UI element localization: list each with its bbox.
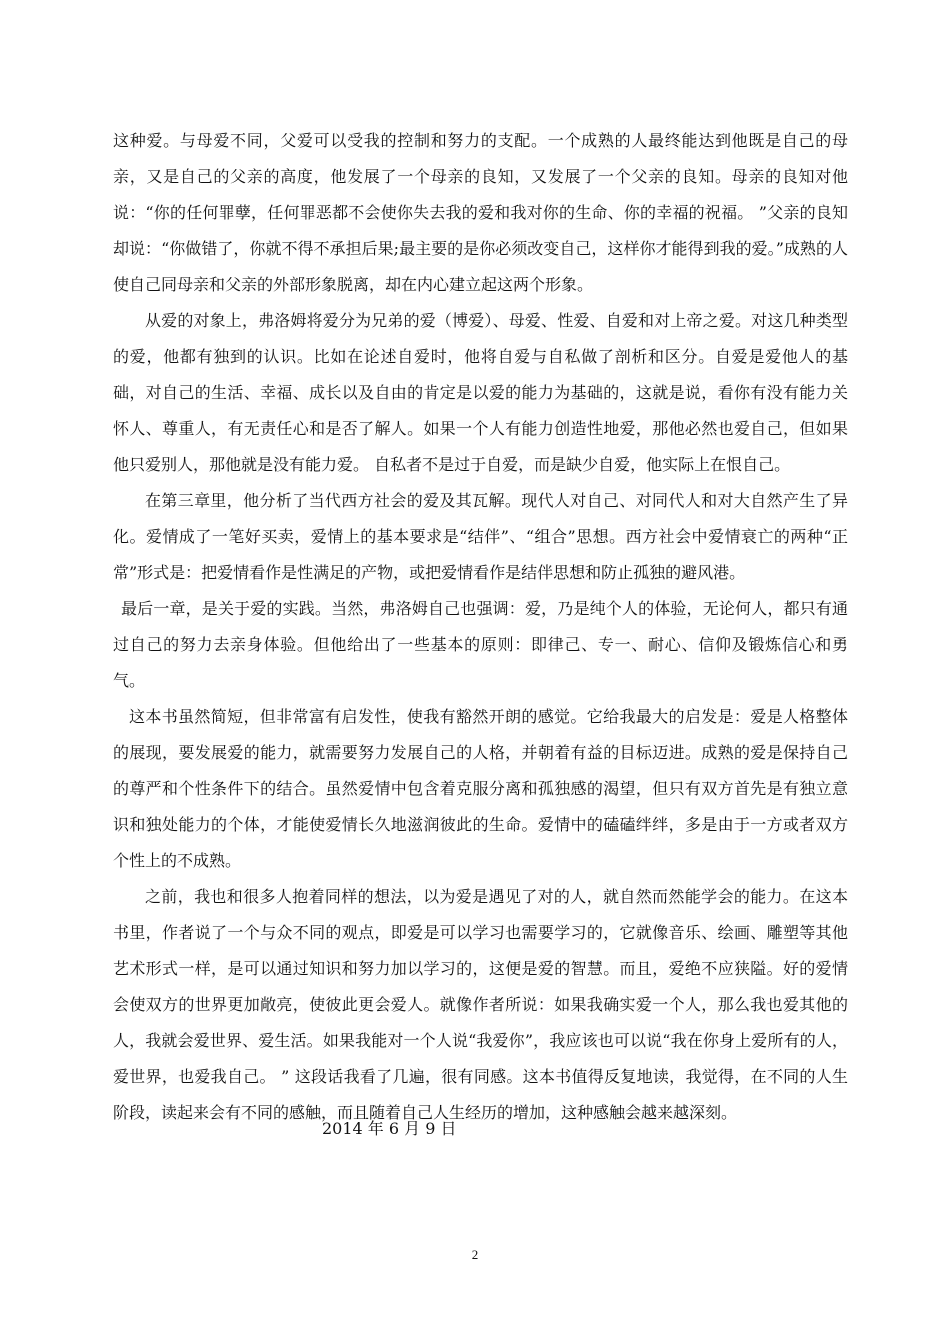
body-text bbox=[113, 123, 848, 1131]
paragraph-5: 这本书虽然简短，但非常富有启发性，使我有豁然开朗的感觉。它给我最大的启发是：爱是人格整体的展现，要发展爱的能力，就需要努力发展自己的人格，并朝着有益的目标迈进。成熟的爱是保持自己的尊严和个性条件下的结合。虽然爱情中包含着克服分离和孤独感的渴望，但只有双方首先是有独立意识和独处能力的个体，才能使爱情长久地滋润彼此的生命。爱情中的磕磕绊绊，多是由于一方或者双方个性上的不成熟。 bbox=[113, 707, 848, 870]
paragraph-2: 从爱的对象上，弗洛姆将爱分为兄弟的爱（博爱）、母爱、性爱、自爱和对上帝之爱。对这几种类型的爱，他都有独到的认识。比如在论述自爱时，他将自爱与自私做了剖析和区分。自爱是爱他人的基础，对自己的生活、幸福、成长以及自由的肯定是以爱的能力为基础的，这就是说，看你有没有能力关怀人、尊重人，有无责任心和是否了解人。如果一个人有能力创造性地爱，那他必然也爱自己，但如果他只爱别人，那他就是没有能力爱。 自私者不是过于自爱，而是缺少自爱，他实际上在恨自己。 bbox=[113, 311, 848, 474]
date: 2014 年 6 月 9 日 bbox=[322, 1119, 457, 1138]
paragraph-6: 之前，我也和很多人抱着同样的想法，以为爱是遇见了对的人，就自然而然能学会的能力。在这本书里，作者说了一个与众不同的观点，即爱是可以学习也需要学习的，它就像音乐、绘画、雕塑等其他艺术形式一样，是可以通过知识和努力加以学习的，这便是爱的智慧。而且，爱绝不应狭隘。好的爱情会使双方的世界更加敞亮，使彼此更会爱人。就像作者所说：如果我确实爱一个人，那么我也爱其他的人，我就会爱世界、爱生活。如果我能对一个人说“我爱你”，我应该也可以说“我在你身上爱所有的人，爱世界，也爱我自己。 ” 这段话我看了几遍，很有同感。这本书值得反复地读，我觉得，在不同的人生阶段，读起来会有不同的感触，而且随着自己人生经历的增加，这种感触会越来越深刻。 bbox=[113, 887, 848, 1122]
paragraph-3: 在第三章里，他分析了当代西方社会的爱及其瓦解。现代人对自己、对同代人和对大自然产生了异化。爱情成了一笔好买卖，爱情上的基本要求是“结伴”、“组合”思想。西方社会中爱情衰亡的两种“正常”形式是：把爱情看作是性满足的产物，或把爱情看作是结伴思想和防止孤独的避风港。 bbox=[113, 491, 848, 582]
page-number: 2 bbox=[471, 1247, 479, 1262]
paragraph-4: 最后一章，是关于爱的实践。当然，弗洛姆自己也强调：爱，乃是纯个人的体验，无论何人，都只有通过自己的努力去亲身体验。但他给出了一些基本的原则：即律己、专一、耐心、信仰及锻炼信心和勇气。 bbox=[113, 599, 848, 690]
paragraph-1: 这种爱。与母爱不同，父爱可以受我的控制和努力的支配。一个成熟的人最终能达到他既是自己的母亲，又是自己的父亲的高度，他发展了一个母亲的良知，又发展了一个父亲的良知。母亲的良知对他说：“你的任何罪孽，任何罪恶都不会使你失去我的爱和我对你的生命、你的幸福的祝福。 ”父亲的良知却说：“你做错了，你就不得不承担后果;最主要的是你必须改变自己，这样你才能得到我的爱。”成熟的人使自己同母亲和父亲的外部形象脱离，却在内心建立起这两个形象。 bbox=[113, 131, 848, 294]
